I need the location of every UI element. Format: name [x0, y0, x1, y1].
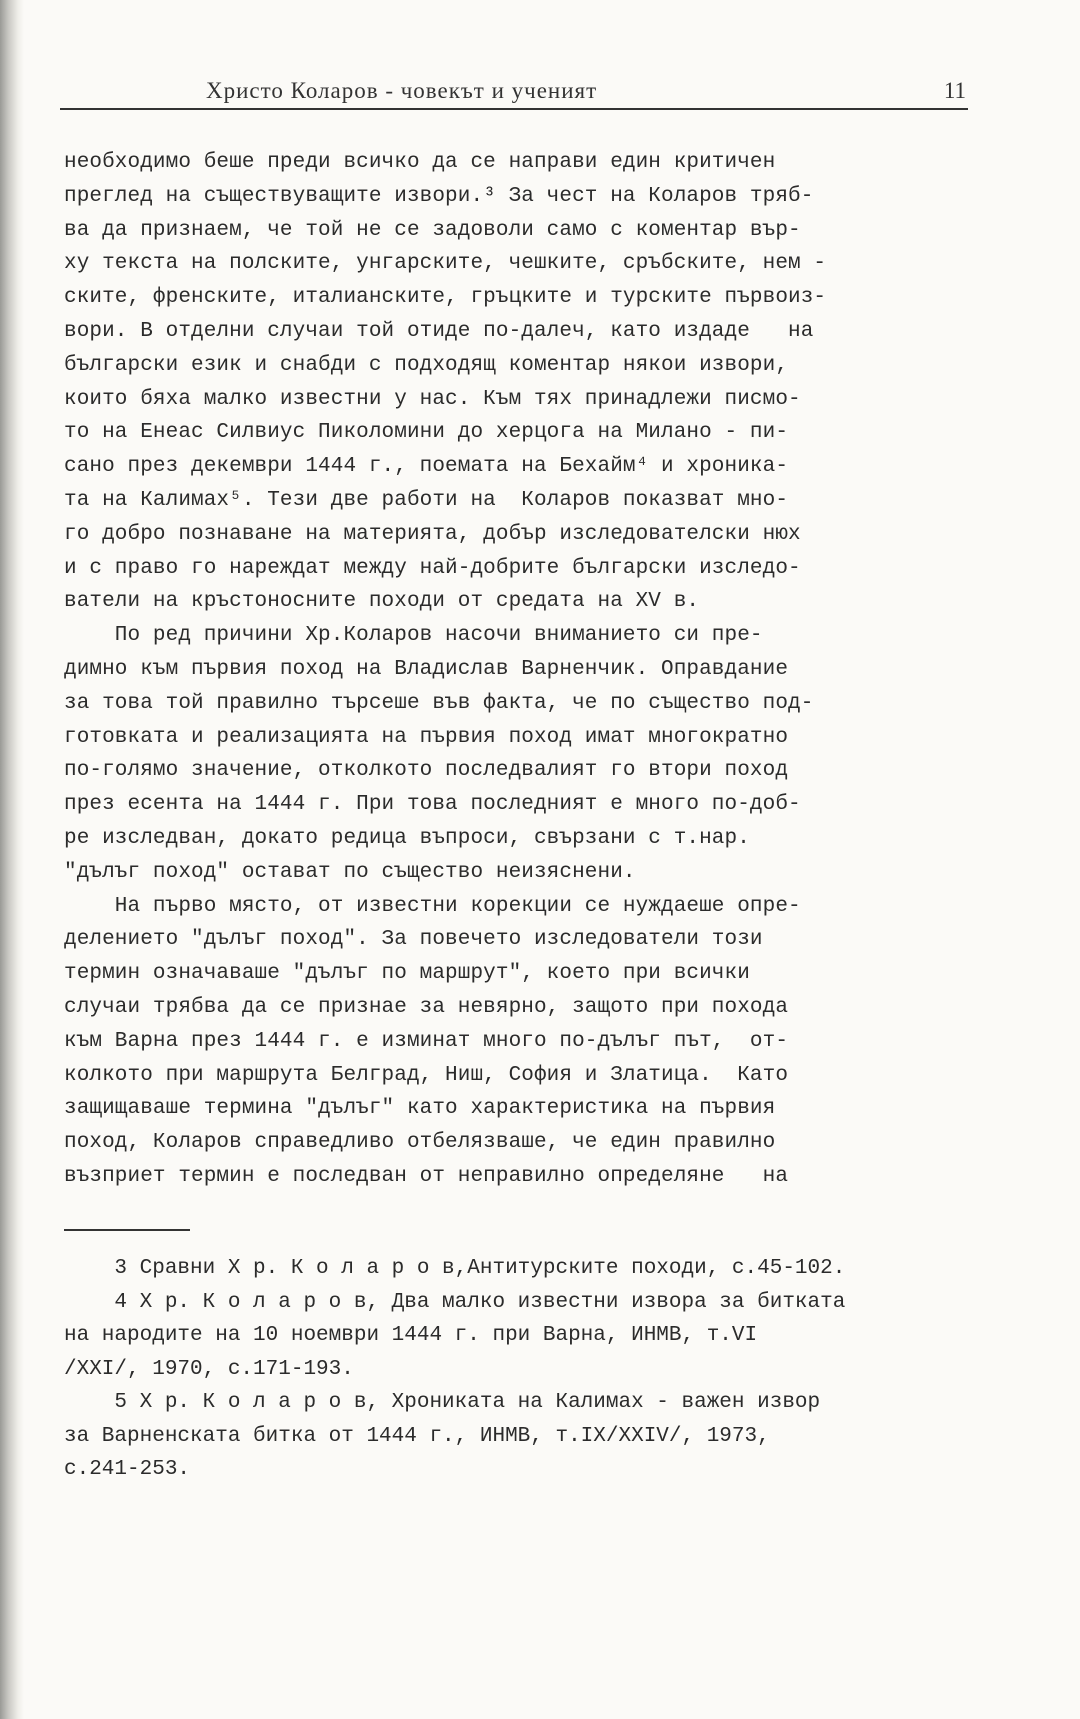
- footnote-separator: [64, 1229, 190, 1231]
- text-line: които бяха малко известни у нас. Към тях принадлежи писмо-: [64, 387, 801, 411]
- text-line: ва да признаем, че той не се задоволи само с коментар вър-: [64, 218, 801, 242]
- text-line: димно към първия поход на Владислав Варненчик. Оправдание: [64, 657, 789, 681]
- page-number: 11: [943, 78, 966, 103]
- text-line: към Варна през 1444 г. е изминат много по-дълъг път, от-: [64, 1029, 789, 1053]
- text-line: колкото при маршрута Белград, Ниш, София и Златица. Като: [64, 1063, 789, 1087]
- text-line: готовката и реализацията на първия поход имат многократно: [64, 725, 789, 749]
- text-line: и с право го нареждат между най-добрите български изследо-: [64, 556, 801, 580]
- text-line: за това той правилно търсеше във факта, че по същество под-: [64, 691, 814, 715]
- text-line: та на Калимах⁵. Тези две работи на Коларов показват мно-: [64, 488, 789, 512]
- text-line: го добро познаване на материята, добър изследователски нюх: [64, 522, 801, 546]
- footnote-line: 5 Х р. К о л а р о в, Хрониката на Калимах - важен извор: [64, 1391, 821, 1414]
- text-line: преглед на съществуващите извори.³ За чест на Коларов тряб-: [64, 184, 814, 208]
- text-line: делението "дълъг поход". За повечето изследователи този: [64, 928, 763, 952]
- footnote-line: за Варненската битка от 1444 г., ИНМВ, т.IX/XXIV/, 1973,: [64, 1424, 770, 1448]
- footnote-line: 3 Сравни Х р. К о л а р о в,Антитурските походи, с.45-102.: [64, 1257, 846, 1280]
- text-line: На първо място, от известни корекции се нуждаеше опре-: [64, 894, 801, 918]
- text-line: "дълъг поход" остават по същество неизяснени.: [64, 860, 636, 884]
- text-line: термин означаваше "дълъг по маршрут", което при всички: [64, 962, 750, 986]
- footnote-line: 4 Х р. К о л а р о в, Два малко известни извора за битката: [64, 1290, 846, 1314]
- text-line: случаи трябва да се признае за невярно, защото при похода: [64, 995, 789, 1019]
- text-line: ре изследван, докато редица въпроси, свързани с т.нар.: [64, 826, 750, 850]
- text-line: ху текста на полските, унгарските, чешките, сръбските, нем -: [64, 252, 827, 276]
- text-line: сано през декември 1444 г., поемата на Бехайм⁴ и хроника-: [64, 455, 789, 479]
- text-line: то на Енеас Силвиус Пиколомини до херцога на Милано - пи-: [64, 421, 789, 445]
- running-title: Христо Коларов - човекът и ученият: [206, 78, 598, 103]
- text-line: ските, френските, италианските, гръцките и турските първоиз-: [64, 286, 827, 310]
- footnote-line: /XXI/, 1970, с.171-193.: [64, 1357, 354, 1381]
- text-line: По ред причини Хр.Коларов насочи вниманието си пре-: [64, 624, 763, 648]
- footnote-line: на народите на 10 ноември 1444 г. при Варна, ИНМВ, т.VI: [64, 1324, 758, 1347]
- text-line: ватели на кръстоносните походи от средата на XV в.: [64, 590, 700, 614]
- text-line: български език и снабди с подходящ коментар някои извори,: [64, 353, 789, 377]
- text-line: защищаваше термина "дълъг" като характеристика на първия: [64, 1097, 776, 1121]
- text-line: през есента на 1444 г. При това последният е много по-доб-: [64, 793, 801, 817]
- footnotes: [64, 1252, 974, 1487]
- text-line: по-голямо значение, отколкото последвалият го втори поход: [64, 759, 789, 783]
- text-line: вори. В отделни случаи той отиде по-далеч, като издаде на: [64, 319, 814, 343]
- text-line: необходимо беше преди всичко да се направи един критичен: [64, 151, 776, 174]
- text-line: поход, Коларов справедливо отбелязваше, че един правилно: [64, 1131, 776, 1155]
- text-line: възприет термин е последван от неправилно определяне на: [64, 1164, 789, 1188]
- running-header: [60, 78, 968, 110]
- main-text: [64, 146, 974, 1194]
- footnote-line: с.241-253.: [64, 1458, 191, 1481]
- page-binding-shadow: [0, 0, 24, 1719]
